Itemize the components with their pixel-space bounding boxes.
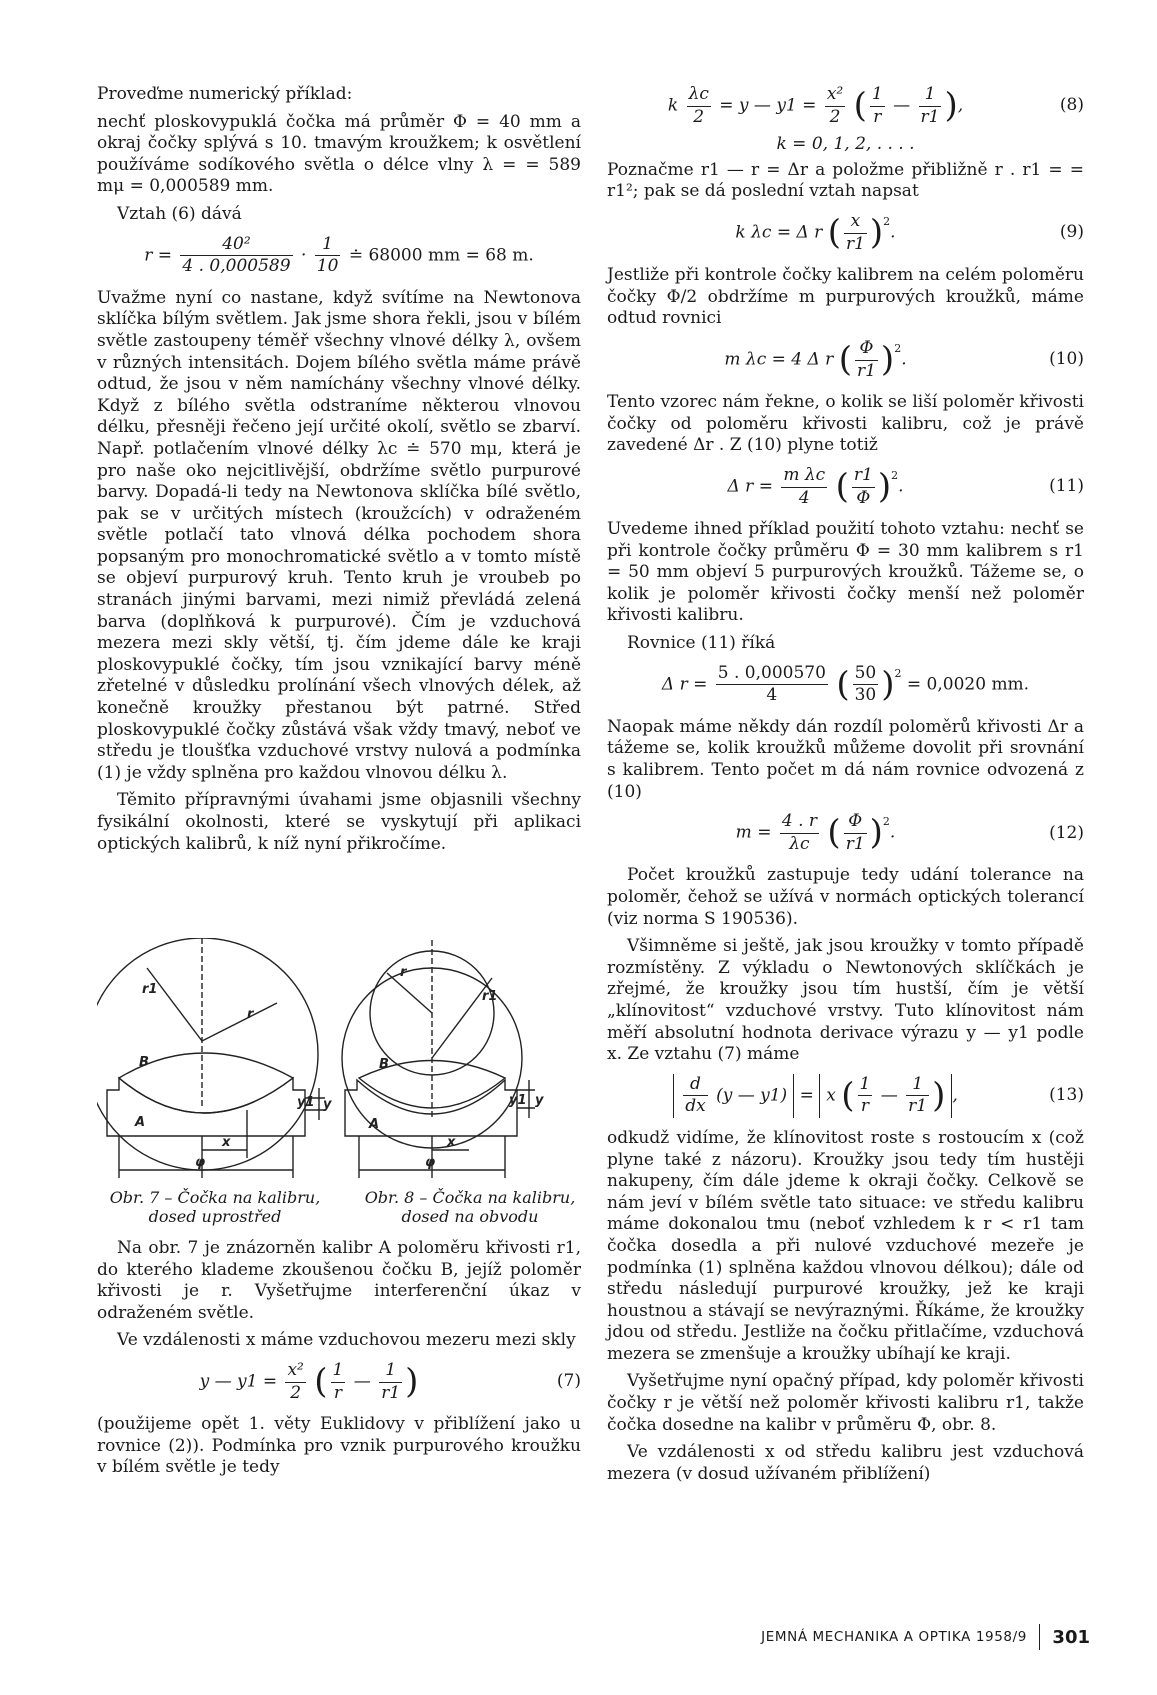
figure-caption-8: Obr. 8 – Čočka na kalibru, dosed na obvodu <box>364 1188 576 1226</box>
label-y1: y1 <box>509 1093 527 1108</box>
page-number: 301 <box>1052 1626 1090 1648</box>
equation-13: $\frac{d}{dx}$ (y — y1) = x ( $\frac{1}{r}$ — $\frac{1}{r1}$ ) , (13) <box>607 1074 1084 1118</box>
paragraph: nechť ploskovypuklá čočka má průměr Φ = 40 mm a okraj čočky splývá s 10. tmavým kroužkem; k osvětlení používáme sodíkového světla o délce vlny λ = = 589 mμ = 0,000589 mm. <box>97 111 581 197</box>
k-values: k = 0, 1, 2, . . . . <box>776 134 915 155</box>
paragraph: (použijeme opět 1. věty Euklidovy v přiblížení jako u rovnice (2)). Podmínka pro vznik purpurového kroužku v bílém světle je tedy <box>97 1414 581 1478</box>
equation-numeric: Δ r = $\frac{5 . 0,000570}{4}$ ( $\frac{50}{30}$ )$^2$ = 0,0020 mm. <box>661 662 1030 706</box>
paragraph: Vztah (6) dává <box>117 203 242 224</box>
equation-number: (12) <box>1049 822 1084 843</box>
journal-name: JEMNÁ MECHANIKA A OPTIKA 1958/9 <box>761 1629 1027 1645</box>
label-x: x <box>447 1135 456 1150</box>
page-footer <box>740 1624 1090 1650</box>
equation-10: m λc = 4 Δ r ( $\frac{\Phi}{r1}$ )$^2$. (10) <box>724 337 1084 381</box>
paragraph: Jestliže při kontrole čočky kalibrem na celém poloměru čočky Φ/2 obdržíme m purpurových kroužků, máme odtud rovnici <box>607 265 1084 329</box>
paragraph: Uvedeme ihned příklad použití tohoto vztahu: nechť se při kontrole čočky průměru Φ = 30 mm kalibrem s r1 = 50 mm objeví 5 purpurových kroužků. Tážeme se, o kolik je poloměr křivosti čočky menší než poloměr křivosti kalibru. <box>607 519 1084 626</box>
equation-number: (13) <box>1049 1085 1084 1106</box>
eq-rhs: ≐ 68000 mm = 68 m. <box>348 245 534 266</box>
paragraph: Poznačme r1 — r = Δr a položme přibližně r . r1 = = r1²; pak se dá poslední vztah napsat <box>607 159 1084 202</box>
label-A: A <box>135 1115 146 1130</box>
label-r1: r1 <box>142 982 158 997</box>
paragraph: odkudž vidíme, že klínovitost roste s rostoucím x (což plyne také z názoru). Kroužky jsou tedy tím hustěji nakupeny, čím dále jdeme k okraji čočky. Celkově se nám jeví v bílém světle tato situace: ve středu kalibru máme dokonalou tmu (neboť vzhledem k r < r1 tam čočka dosedla a při nulové vzduchové mezeře je podmínka (1) splněna každou vlnovou délkou); dále od středu následují purpurové kroužky, jež ke kraji houstnou a stávají se nevýraznými. Říkáme, že kroužky jdou od středu. Jestliže na čočku přitlačíme, vzduchová mezera se zmenšuje a kroužky ubíhají ke kraji. <box>607 1127 1084 1364</box>
equation-r <box>97 234 581 278</box>
right-column <box>607 84 1084 1491</box>
paragraph: Ve vzdálenosti x máme vzduchovou mezeru mezi skly <box>117 1330 576 1351</box>
calibre-circle <box>97 938 318 1170</box>
equation-11: Δ r = $\frac{\text{m λc}}{4}$ ( $\frac{r1}{\Phi}$ )$^2$. (11) <box>727 464 1084 508</box>
equation-number: (11) <box>1049 476 1084 497</box>
label-r1: r1 <box>482 989 498 1004</box>
paragraph: Vyšetřujme nyní opačný případ, kdy poloměr křivosti čočky r je větší než poloměr křivosti kalibru r1, takže čočka dosedne na kalibr v průměru Φ, obr. 8. <box>607 1371 1084 1435</box>
equation-number: (9) <box>1059 222 1084 243</box>
label-x: x <box>222 1135 231 1150</box>
equation-number: (8) <box>1059 95 1084 116</box>
paragraph: Počet kroužků zastupuje tedy udání tolerance na poloměr, čehož se užívá v normách optických tolerancí (viz norma S 190536). <box>607 865 1084 929</box>
footer-divider <box>1039 1624 1041 1650</box>
equation-9: k λc = Δ r ( $\frac{x}{r1}$ )$^2$. (9) <box>735 210 1084 254</box>
figure-caption-7: Obr. 7 – Čočka na kalibru, dosed uprostřed <box>109 1188 321 1226</box>
label-y: y <box>323 1097 332 1112</box>
fraction: $\frac{\text{40²}}{4 . 0,000589}$ <box>182 233 291 277</box>
left-column-lower <box>97 1238 581 1485</box>
label-phi: φ <box>195 1155 206 1170</box>
label-phi: φ <box>425 1155 436 1170</box>
paragraph: Naopak máme někdy dán rozdíl poloměrů křivosti Δr a tážeme se, kolik kroužků můžeme dovolit při srovnání s kalibrem. Tento počet m dá nám rovnice odvozená z (10) <box>607 716 1084 802</box>
equation-8: k $\frac{\lambda c}{2}$ = y — y1 = $\frac{\text{x²}}{2}$ ( $\frac{1}{r}$ — $\frac{1}{r1}$ ), (8) <box>667 84 1084 127</box>
paragraph: Uvažme nyní co nastane, když svítíme na Newtonova sklíčka bílým světlem. Jak jsme shora řekli, jsou v bílém světle zastoupeny téměř všechny vlnové délky λ, ovšem v různých intensitách. Dojem bílého světla máme právě odtud, že jsou v něm namíchány všechny vlnové délky. Když z bílého světla odstraníme některou vlnovou délku, přesněji řečeno její určité okolí, světlo se zbarví. Např. potlačením vlnové délky λc ≐ 570 mμ, která je pro naše oko nejcitlivější, obdržíme světlo purpurové barvy. Dopadá-li tedy na Newtonova sklíčka bílé světlo, pak se v určitých místech (kroužcích) v odraženém světle potlačí tato vlnová délka pochodem shora popsaným pro monochromatické světlo a v tomto místě se objeví purpurový kruh. Tento kruh je vroubeb po stranách jinými barvami, mezi nimiž převládá zelená barva (doplňková k purpurové). Čím je vzduchová mezera mezi skly větší, tj. čím jdeme dále ke kraji ploskovypuklé čočky, tím jsou vznikající barvy méně zřetelné v důsledku prolínání všech vlnových délek, až konečně kroužky přestanou být patrné. Střed ploskovypuklé čočky zůstává však vždy tmavý, neboť ve středu je tloušťka vzduchové vrstvy nulová a podmínka (1) je vždy splněna pro každou vlnovou délku λ. <box>97 287 581 783</box>
paragraph: Rovnice (11) říká <box>627 633 776 654</box>
paragraph: Tento vzorec nám řekne, o kolik se liší poloměr křivosti čočky od poloměru křivosti kalibru, což je právě zavedené Δr . Z (10) plyne totiž <box>607 392 1084 456</box>
equation-7: y — y1 = $\frac{\text{x²}}{2}$ ( $\frac{1}{r}$ — $\frac{1}{r1}$ ) (7) <box>199 1359 581 1403</box>
label-B: B <box>379 1057 389 1072</box>
label-A: A <box>369 1117 380 1132</box>
paragraph: Proveďme numerický příklad: <box>97 84 353 104</box>
paragraph: Těmito přípravnými úvahami jsme objasnili všechny fysikální okolnosti, které se vyskytují při aplikaci optických kalibrů, k níž nyní přikročíme. <box>97 790 581 854</box>
left-column <box>97 84 581 861</box>
fraction: $\frac{1}{10}$ <box>316 233 339 277</box>
label-r: r <box>247 1007 254 1022</box>
equation-12: m = $\frac{4 . r}{\lambda c}$ ( $\frac{\Phi}{r1}$ )$^2$. (12) <box>735 811 1084 854</box>
paragraph: Ve vzdálenosti x od středu kalibru jest vzduchová mezera (v dosud užívaném přiblížení) <box>607 1442 1084 1484</box>
calibre-figures <box>97 938 577 1188</box>
paragraph: Na obr. 7 je znázorněn kalibr A poloměru křivosti r1, do kterého klademe zkoušenou čočku B, jejíž poloměr křivosti je r. Vyšetřujme interferenční úkaz v odraženém světle. <box>97 1238 581 1323</box>
eq-dot: · <box>300 245 307 266</box>
equation-number: (7) <box>556 1371 581 1392</box>
equation-number: (10) <box>1049 349 1084 370</box>
label-y1: y1 <box>297 1095 315 1110</box>
label-y: y <box>535 1093 544 1108</box>
eq-lhs: r = <box>144 245 172 266</box>
label-B: B <box>139 1055 149 1070</box>
label-r: r <box>400 965 407 980</box>
paragraph: Všimněme si ještě, jak jsou kroužky v tomto případě rozmístěny. Z výkladu o Newtonových sklíčkách je zřejmé, že kroužky jsou tím hustší, čím je větší „klínovitost“ vzduchové vrstvy. Tuto klínovitost nám měří absolutní hodnota derivace výrazu y — y1 podle x. Ze vztahu (7) máme <box>607 936 1084 1065</box>
